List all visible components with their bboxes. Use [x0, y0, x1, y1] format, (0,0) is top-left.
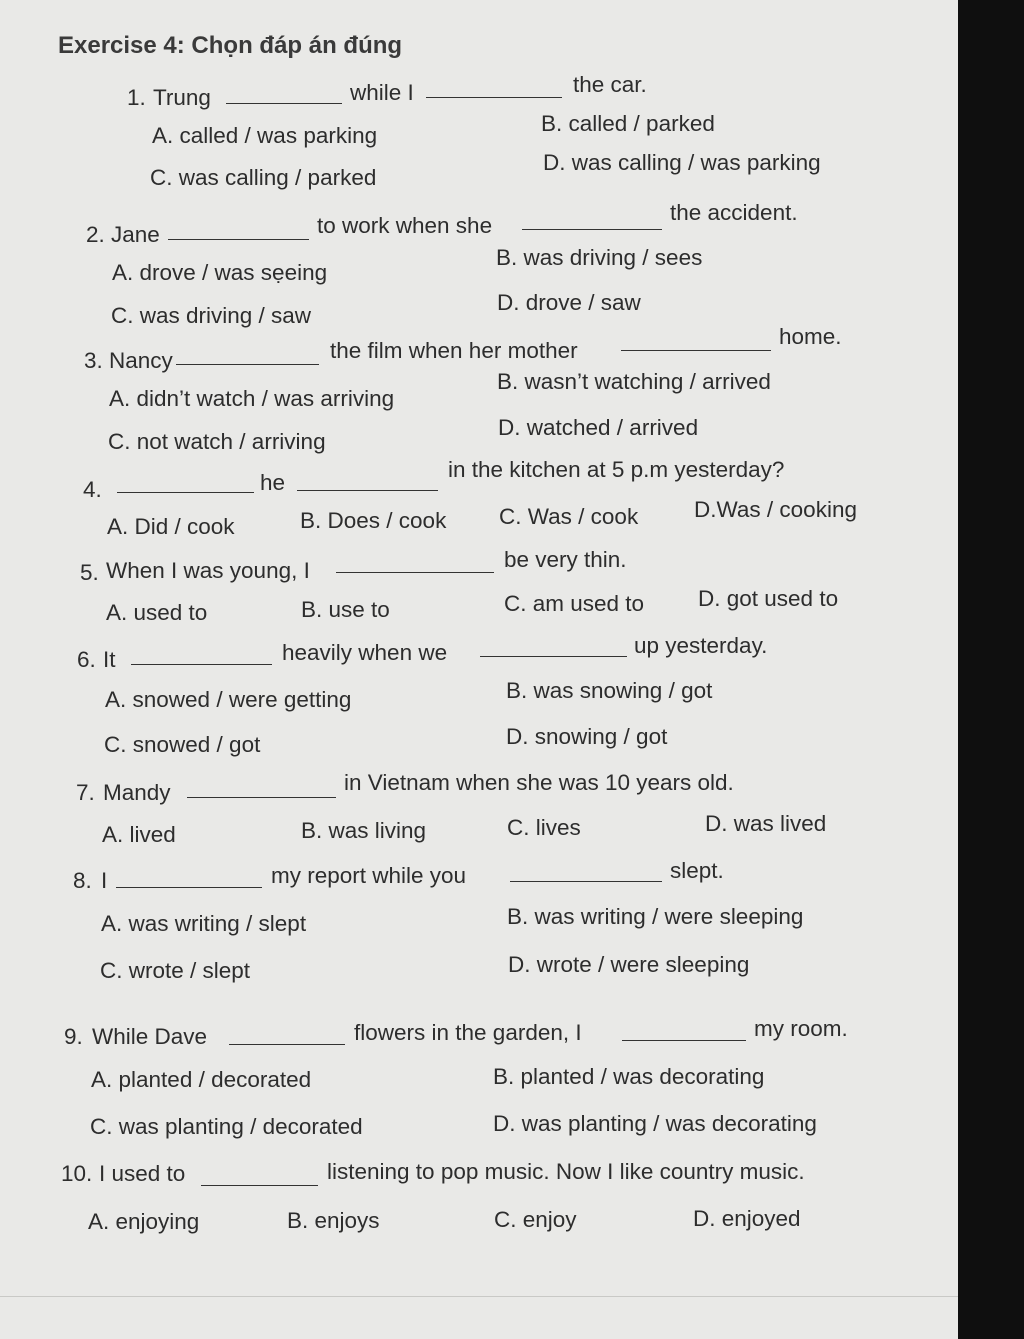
q5-text-2: be very thin.	[504, 547, 627, 572]
q2-option-c[interactable]: C. was driving / saw	[111, 303, 312, 328]
q10-number: 10.	[61, 1161, 93, 1186]
q5-option-b[interactable]: B. use to	[301, 597, 390, 622]
q5-option-d[interactable]: D. got used to	[698, 586, 839, 611]
dark-background-edge	[958, 0, 1024, 1339]
q4-option-b[interactable]: B. Does / cook	[300, 508, 447, 533]
q10-text-1: I used to	[99, 1161, 186, 1186]
q6-option-d[interactable]: D. snowing / got	[506, 724, 668, 749]
q4-text-1: he	[260, 470, 286, 495]
q3-blank-2[interactable]	[621, 350, 771, 351]
q10-option-b[interactable]: B. enjoys	[287, 1208, 380, 1233]
q3-text-1: Nancy	[109, 348, 173, 373]
q2-option-d[interactable]: D. drove / saw	[497, 290, 641, 315]
q3-option-a[interactable]: A. didn’t watch / was arriving	[109, 386, 395, 411]
q9-number: 9.	[64, 1024, 83, 1049]
q9-text-2: flowers in the garden, I	[354, 1020, 582, 1045]
q3-option-c[interactable]: C. not watch / arriving	[108, 429, 326, 454]
q6-option-a[interactable]: A. snowed / were getting	[105, 687, 352, 712]
q3-text-3: home.	[779, 324, 842, 349]
q6-option-c[interactable]: C. snowed / got	[104, 732, 261, 757]
q7-text-1: Mandy	[103, 780, 171, 805]
q5-blank-1[interactable]	[336, 572, 494, 573]
q3-blank-1[interactable]	[176, 364, 319, 365]
q3-text-2: the film when her mother	[330, 338, 578, 363]
q6-blank-2[interactable]	[480, 656, 627, 657]
q9-blank-2[interactable]	[622, 1040, 746, 1041]
q6-blank-1[interactable]	[131, 664, 272, 665]
q1-text-1: Trung	[153, 85, 211, 110]
exercise-title: Exercise 4: Chọn đáp án đúng	[58, 32, 403, 59]
q4-blank-1[interactable]	[117, 492, 254, 493]
q9-option-d[interactable]: D. was planting / was decorating	[493, 1111, 817, 1136]
q5-option-a[interactable]: A. used to	[106, 600, 208, 625]
q6-text-2: heavily when we	[282, 640, 448, 665]
q8-text-3: slept.	[670, 858, 724, 883]
q8-text-2: my report while you	[271, 863, 467, 888]
q7-text-2: in Vietnam when she was 10 years old.	[344, 770, 734, 795]
q7-number: 7.	[76, 780, 95, 805]
q7-option-a[interactable]: A. lived	[102, 822, 176, 847]
q8-option-c[interactable]: C. wrote / slept	[100, 958, 251, 983]
q4-option-c[interactable]: C. Was / cook	[499, 504, 639, 529]
q9-text-3: my room.	[754, 1016, 848, 1041]
q5-text-1: When I was young, I	[106, 558, 310, 583]
q3-option-b[interactable]: B. wasn’t watching / arrived	[497, 369, 771, 394]
q8-option-a[interactable]: A. was writing / slept	[101, 911, 307, 936]
q7-option-d[interactable]: D. was lived	[705, 811, 827, 836]
q1-blank-1[interactable]	[226, 103, 342, 104]
q10-blank-1[interactable]	[201, 1185, 318, 1186]
q1-option-d[interactable]: D. was calling / was parking	[543, 150, 821, 175]
q2-blank-2[interactable]	[522, 229, 662, 230]
page-bottom-rule	[0, 1296, 958, 1297]
q2-option-a[interactable]: A. drove / was sẹeing	[112, 260, 328, 285]
q8-text-1: I	[101, 868, 108, 893]
q4-option-d[interactable]: D.Was / cooking	[694, 497, 857, 522]
q1-text-2: while I	[350, 80, 414, 105]
q4-option-a[interactable]: A. Did / cook	[107, 514, 235, 539]
q10-option-c[interactable]: C. enjoy	[494, 1207, 577, 1232]
q2-text-1: Jane	[111, 222, 160, 247]
q5-number: 5.	[80, 560, 99, 585]
q1-text-3: the car.	[573, 72, 647, 97]
q8-blank-1[interactable]	[116, 887, 262, 888]
q1-option-a[interactable]: A. called / was parking	[152, 123, 378, 148]
q4-number: 4.	[83, 477, 102, 502]
q3-option-d[interactable]: D. watched / arrived	[498, 415, 699, 440]
q6-number: 6.	[77, 647, 96, 672]
q9-option-b[interactable]: B. planted / was decorating	[493, 1064, 765, 1089]
q9-blank-1[interactable]	[229, 1044, 345, 1045]
q9-option-c[interactable]: C. was planting / decorated	[90, 1114, 363, 1139]
q2-option-b[interactable]: B. was driving / sees	[496, 245, 703, 270]
q2-text-2: to work when she	[317, 213, 493, 238]
q2-text-3: the accident.	[670, 200, 798, 225]
q8-option-b[interactable]: B. was writing / were sleeping	[507, 904, 804, 929]
q2-number: 2.	[86, 222, 105, 247]
q6-text-3: up yesterday.	[634, 633, 768, 658]
q1-option-b[interactable]: B. called / parked	[541, 111, 715, 136]
q8-blank-2[interactable]	[510, 881, 662, 882]
q7-blank-1[interactable]	[187, 797, 336, 798]
q6-text-1: It	[103, 647, 116, 672]
q5-option-c[interactable]: C. am used to	[504, 591, 645, 616]
q10-option-a[interactable]: A. enjoying	[88, 1209, 200, 1234]
q1-blank-2[interactable]	[426, 97, 562, 98]
q7-option-c[interactable]: C. lives	[507, 815, 581, 840]
q7-option-b[interactable]: B. was living	[301, 818, 427, 843]
q2-blank-1[interactable]	[168, 239, 309, 240]
q9-text-1: While Dave	[92, 1024, 208, 1049]
q3-number: 3.	[84, 348, 103, 373]
q6-option-b[interactable]: B. was snowing / got	[506, 678, 713, 703]
q4-text-2: in the kitchen at 5 p.m yesterday?	[448, 457, 785, 482]
q9-option-a[interactable]: A. planted / decorated	[91, 1067, 312, 1092]
q10-text-2: listening to pop music. Now I like country music.	[327, 1159, 805, 1184]
q8-option-d[interactable]: D. wrote / were sleeping	[508, 952, 750, 977]
q4-blank-2[interactable]	[297, 490, 438, 491]
q1-number: 1.	[127, 85, 146, 110]
q8-number: 8.	[73, 868, 92, 893]
q10-option-d[interactable]: D. enjoyed	[693, 1206, 801, 1231]
q1-option-c[interactable]: C. was calling / parked	[150, 165, 377, 190]
